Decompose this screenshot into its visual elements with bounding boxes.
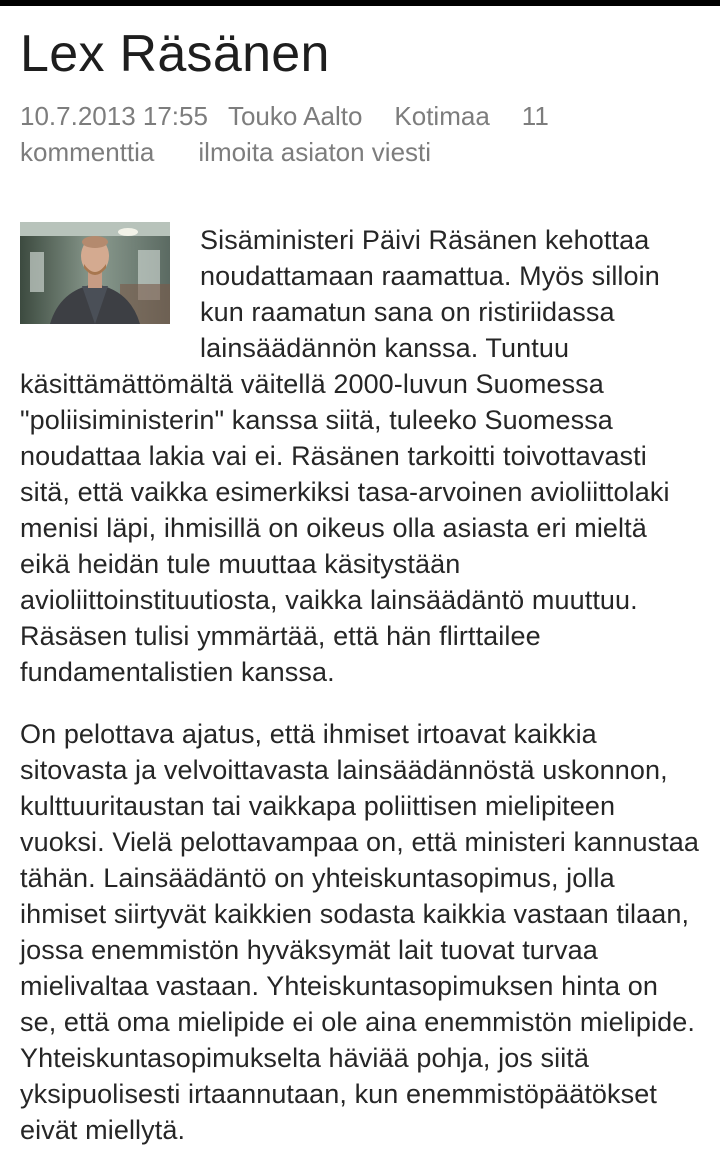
article-title: Lex Räsänen [20,25,330,83]
article-body [20,222,700,1148]
paragraph-2: On pelottava ajatus, että ihmiset irtoavat kaikkia sitovasta ja velvoittavasta lainsäädännöstä uskonnon, kulttuuritaustan tai vaikkapa poliittisen mielipiteen vuoksi. Vielä pelottavampaa on, että ministeri kannustaa tähän. Lainsäädäntö on yhteiskuntasopimus, jolla ihmiset siirtyvät kaikkien sodasta kaikkia vastaan tilaan, jossa enemmistön hyväksymät lait tuovat turvaa mielivaltaa vastaan. Yhteiskuntasopimuksen hinta on se, että oma mielipide ei ole aina enemmistön mielipide. Yhteiskuntasopimukselta häviää pohja, jos siitä yksipuolisesti irtaannutaan, kun enemmistöpäätökset eivät miellytä. [20,719,699,1145]
article-meta [20,98,660,170]
publish-date: 10.7.2013 17:55 [20,101,208,131]
comments-link[interactable]: 11 kommenttia [20,101,549,167]
article [20,22,700,1174]
category-link[interactable]: Kotimaa [394,101,490,131]
report-link[interactable]: ilmoita asiaton viesti [198,137,432,167]
author-photo [20,222,170,324]
author-link[interactable]: Touko Aalto [227,101,363,131]
top-bar [0,0,720,6]
paragraph-1: Sisäministeri Päivi Räsänen kehottaa noudattamaan raamattua. Myös silloin kun raamatun sana on ristiriidassa lainsäädännön kanssa. Tuntuu käsittämättömältä väitellä 2000-luvun Suomessa "poliisiministerin" kanssa siitä, tuleeko Suomessa noudattaa lakia vai ei. Räsänen tarkoitti toivottavasti sitä, että vaikka esimerkiksi tasa-arvoinen avioliittolaki menisi läpi, ihmisillä on oikeus olla asiasta eri mieltä eikä heidän tule muuttaa käsitystään avioliittoinstituutiosta, vaikka lainsäädäntö muuttuu. Räsäsen tulisi ymmärtää, että hän flirttailee fundamentalistien kanssa. [20,225,670,687]
